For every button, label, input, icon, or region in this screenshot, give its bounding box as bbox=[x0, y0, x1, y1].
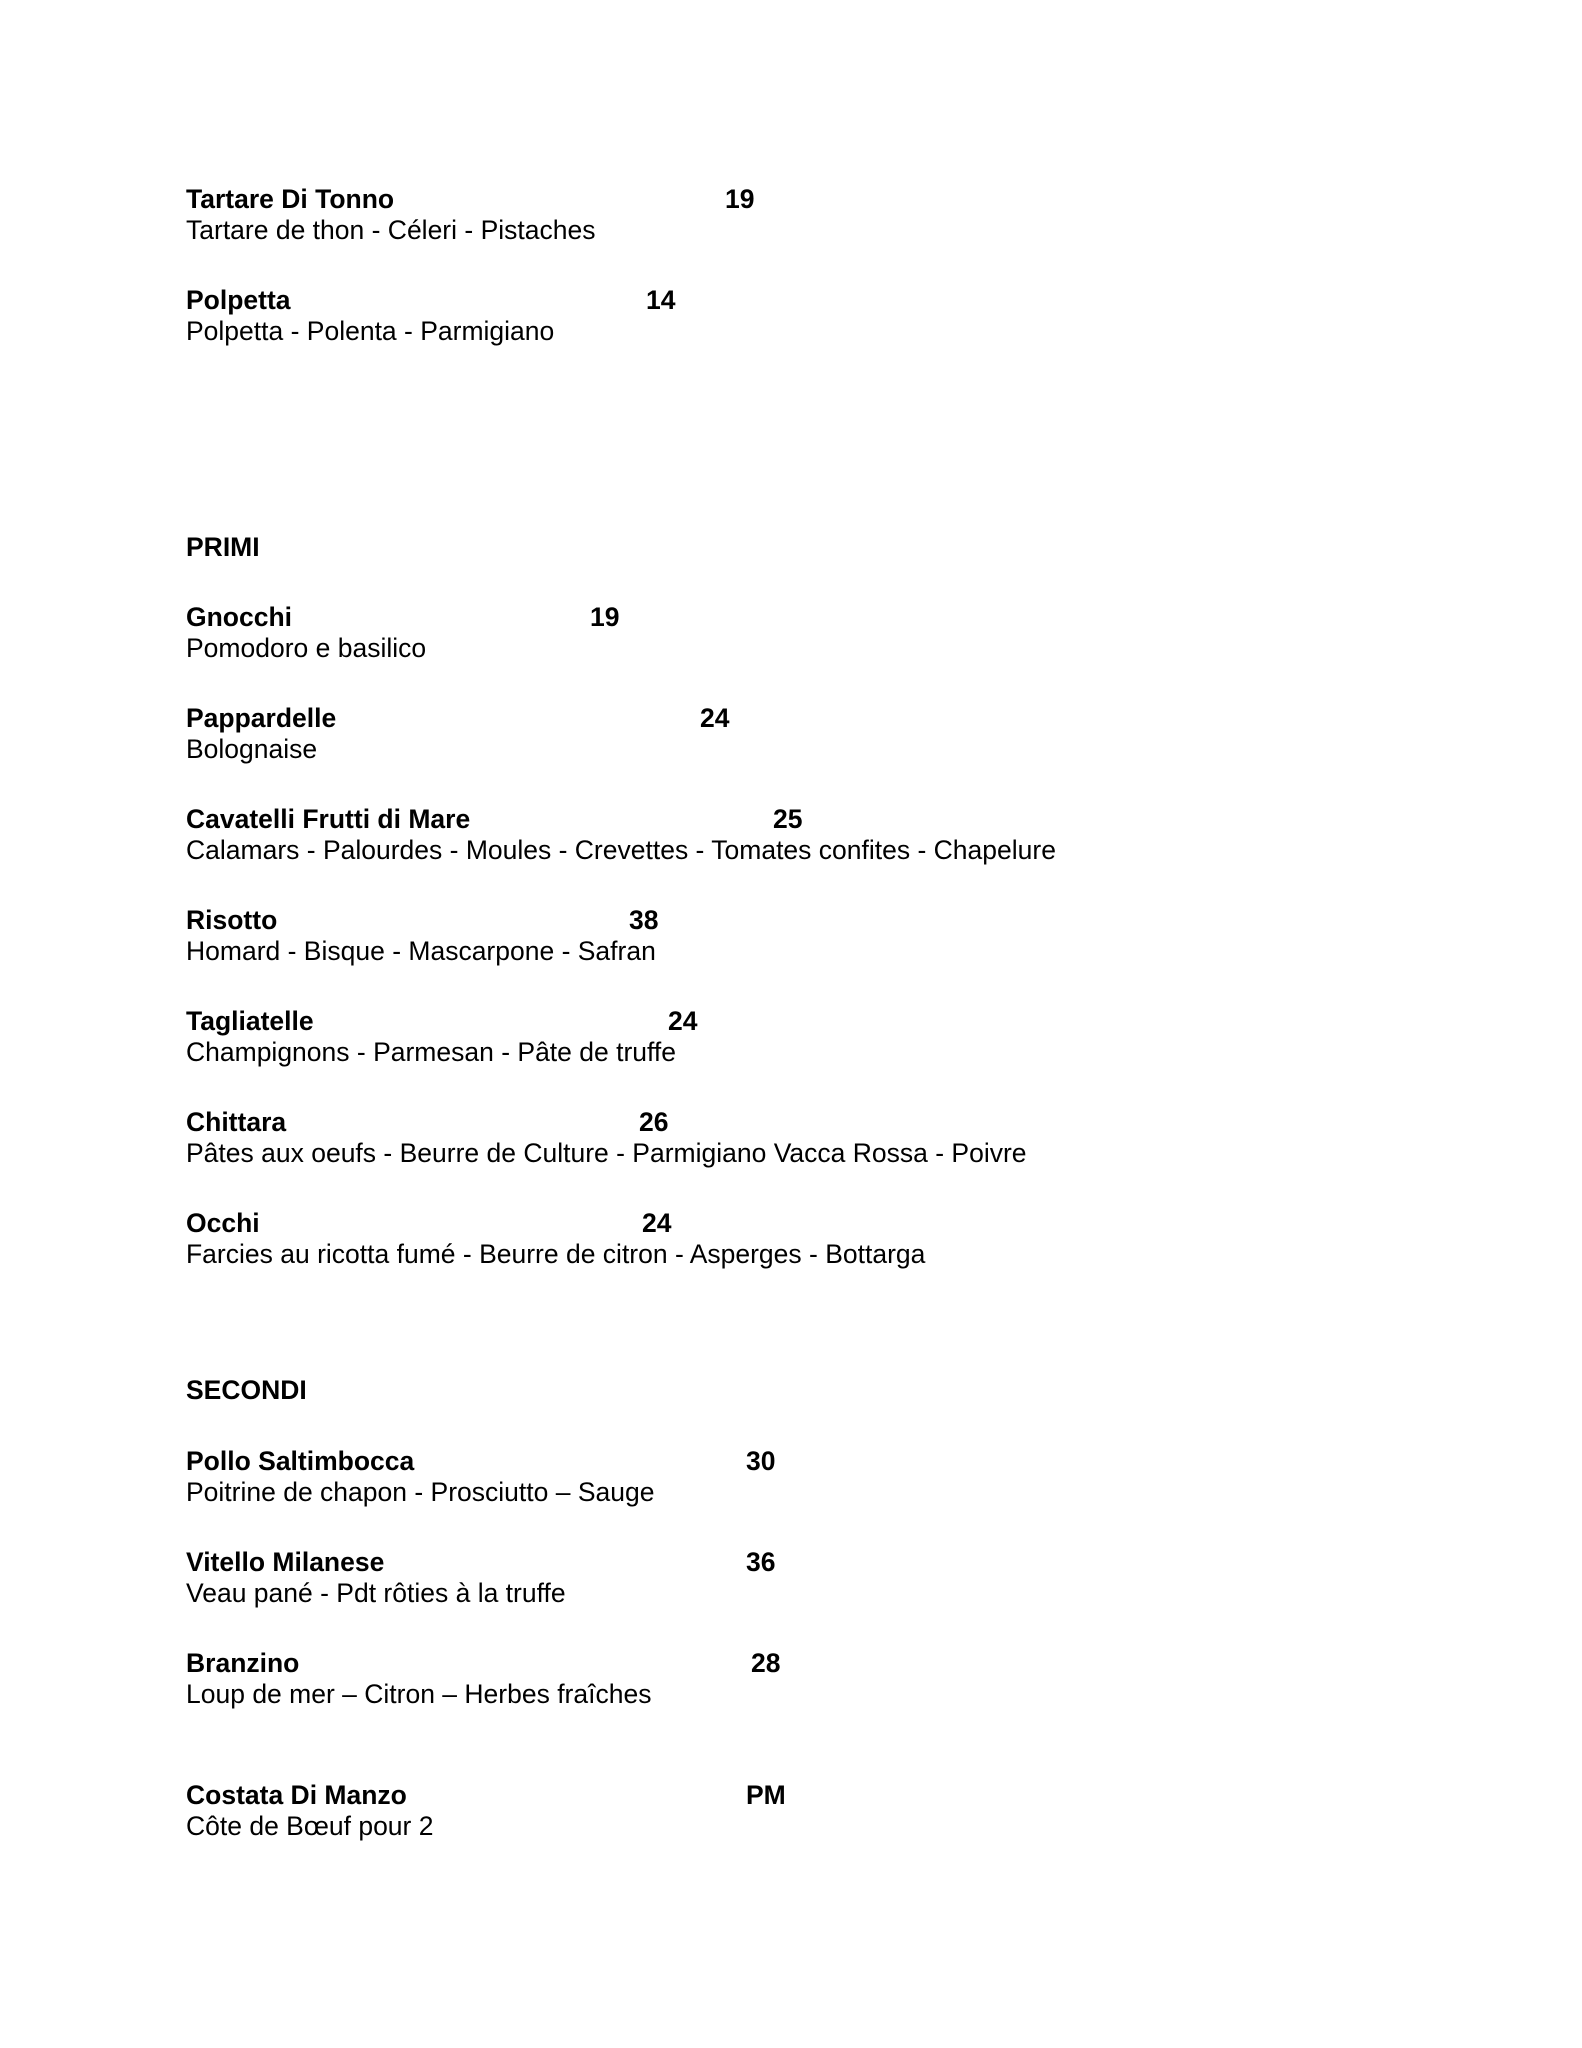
item-name: Chittara bbox=[186, 1107, 287, 1137]
menu-item-tagliatelle bbox=[186, 1006, 698, 1068]
section-title-primi: PRIMI bbox=[186, 532, 260, 562]
item-name: Costata Di Manzo bbox=[186, 1780, 407, 1810]
item-description: Champignons - Parmesan - Pâte de truffe bbox=[186, 1037, 677, 1067]
item-description: Côte de Bœuf pour 2 bbox=[186, 1811, 434, 1841]
item-description: Pomodoro e basilico bbox=[186, 633, 427, 663]
item-price: 14 bbox=[646, 285, 676, 315]
menu-item-cavatelli bbox=[186, 804, 1056, 866]
menu-item-vitello-milanese bbox=[186, 1547, 776, 1609]
item-description: Veau pané - Pdt rôties à la truffe bbox=[186, 1578, 566, 1608]
menu-item-polpetta bbox=[186, 285, 676, 347]
item-price: 24 bbox=[668, 1006, 698, 1036]
item-name: Cavatelli Frutti di Mare bbox=[186, 804, 471, 834]
item-price: 36 bbox=[746, 1547, 776, 1577]
item-price: PM bbox=[746, 1780, 786, 1810]
item-description: Poitrine de chapon - Prosciutto – Sauge bbox=[186, 1477, 655, 1507]
menu-item-tartare-di-tonno bbox=[186, 184, 755, 246]
item-name: Branzino bbox=[186, 1648, 300, 1678]
menu-item-pappardelle bbox=[186, 703, 730, 765]
item-name: Occhi bbox=[186, 1208, 260, 1238]
item-description: Pâtes aux oeufs - Beurre de Culture - Parmigiano Vacca Rossa - Poivre bbox=[186, 1138, 1027, 1168]
item-price: 25 bbox=[773, 804, 803, 834]
item-price: 19 bbox=[590, 602, 620, 632]
menu-item-branzino bbox=[186, 1648, 781, 1710]
item-price: 19 bbox=[725, 184, 755, 214]
item-price: 24 bbox=[642, 1208, 672, 1238]
item-name: Tartare Di Tonno bbox=[186, 184, 395, 214]
section-title-secondi: SECONDI bbox=[186, 1375, 307, 1405]
item-price: 28 bbox=[751, 1648, 781, 1678]
item-description: Polpetta - Polenta - Parmigiano bbox=[186, 316, 555, 346]
item-description: Tartare de thon - Céleri - Pistaches bbox=[186, 215, 596, 245]
menu-item-pollo-saltimbocca bbox=[186, 1446, 776, 1508]
item-description: Farcies au ricotta fumé - Beurre de citron - Asperges - Bottarga bbox=[186, 1239, 926, 1269]
item-name: Gnocchi bbox=[186, 602, 293, 632]
item-name: Vitello Milanese bbox=[186, 1547, 385, 1577]
menu-item-gnocchi bbox=[186, 602, 620, 664]
item-name: Tagliatelle bbox=[186, 1006, 314, 1036]
item-name: Pollo Saltimbocca bbox=[186, 1446, 415, 1476]
item-price: 26 bbox=[639, 1107, 669, 1137]
item-name: Polpetta bbox=[186, 285, 291, 315]
item-description: Homard - Bisque - Mascarpone - Safran bbox=[186, 936, 656, 966]
item-price: 30 bbox=[746, 1446, 776, 1476]
menu-item-chittara bbox=[186, 1107, 1027, 1169]
menu-item-costata-di-manzo bbox=[186, 1780, 786, 1842]
item-price: 24 bbox=[700, 703, 730, 733]
menu-item-risotto bbox=[186, 905, 659, 967]
menu-item-occhi bbox=[186, 1208, 925, 1270]
item-description: Bolognaise bbox=[186, 734, 318, 764]
item-description: Loup de mer – Citron – Herbes fraîches bbox=[186, 1679, 652, 1709]
item-description: Calamars - Palourdes - Moules - Crevettes - Tomates confites - Chapelure bbox=[186, 835, 1056, 865]
item-name: Pappardelle bbox=[186, 703, 337, 733]
item-price: 38 bbox=[629, 905, 659, 935]
item-name: Risotto bbox=[186, 905, 278, 935]
